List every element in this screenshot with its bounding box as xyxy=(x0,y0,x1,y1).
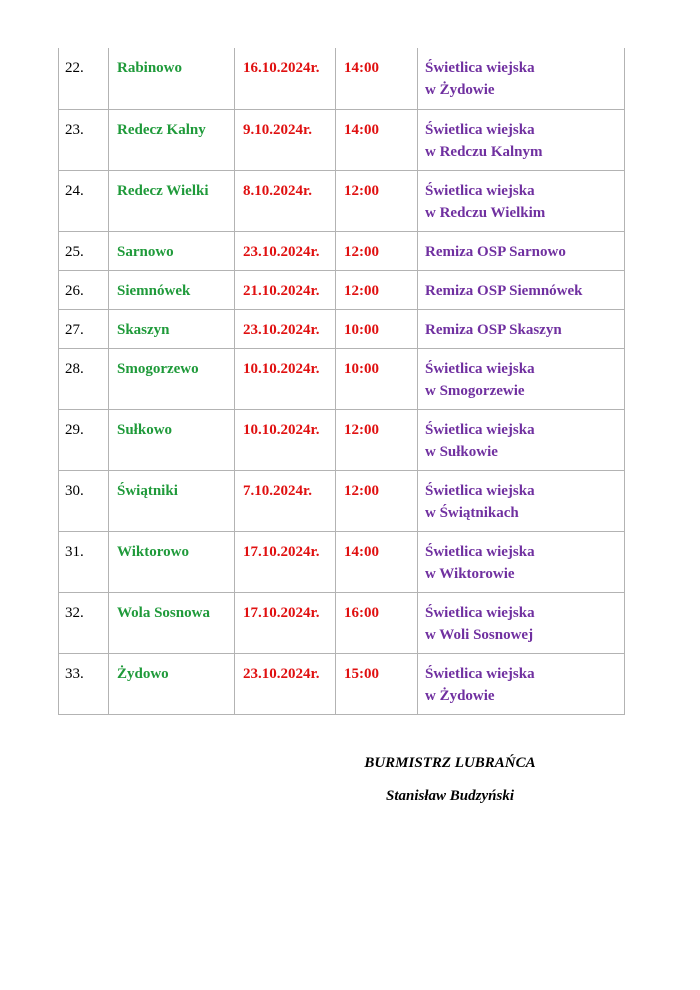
meeting-time: 16:00 xyxy=(336,592,418,653)
meeting-date: 10.10.2024r. xyxy=(235,409,336,470)
meeting-place-line: w Świątnikach xyxy=(425,504,519,521)
village-name: Wola Sosnowa xyxy=(109,592,235,653)
village-name: Świątniki xyxy=(109,470,235,531)
meeting-place xyxy=(418,348,625,409)
village-name: Rabinowo xyxy=(109,48,235,109)
meeting-date: 23.10.2024r. xyxy=(235,231,336,270)
meeting-time: 14:00 xyxy=(336,48,418,109)
meeting-place-line: w Żydowie xyxy=(425,82,495,98)
meeting-place-line: Remiza OSP Siemnówek xyxy=(425,282,583,299)
signature-name: Stanisław Budzyński xyxy=(386,788,514,804)
meeting-place xyxy=(418,170,625,231)
table-row xyxy=(59,270,625,309)
meeting-time: 10:00 xyxy=(336,348,418,409)
row-number: 27. xyxy=(59,309,109,348)
table-row xyxy=(59,109,625,170)
meeting-time: 12:00 xyxy=(336,409,418,470)
meeting-time: 15:00 xyxy=(336,653,418,714)
meeting-date: 7.10.2024r. xyxy=(235,470,336,531)
meeting-date: 21.10.2024r. xyxy=(235,270,336,309)
meeting-time: 12:00 xyxy=(336,270,418,309)
village-name: Skaszyn xyxy=(109,309,235,348)
meeting-place-line: w Sułkowie xyxy=(425,443,498,460)
village-name: Sarnowo xyxy=(109,231,235,270)
row-number: 25. xyxy=(59,231,109,270)
row-number: 31. xyxy=(59,531,109,592)
village-name: Redecz Wielki xyxy=(109,170,235,231)
meeting-place-line: Świetlica wiejska xyxy=(425,604,535,621)
schedule-body xyxy=(59,48,625,714)
meeting-place-line: w Redczu Wielkim xyxy=(425,204,546,221)
meeting-place xyxy=(418,270,625,309)
meeting-place xyxy=(418,48,625,109)
meeting-place-line: w Redczu Kalnym xyxy=(425,143,543,160)
meeting-date: 10.10.2024r. xyxy=(235,348,336,409)
meeting-place-line: Świetlica wiejska xyxy=(425,121,535,138)
meeting-place xyxy=(418,309,625,348)
meeting-time: 12:00 xyxy=(336,470,418,531)
meeting-place xyxy=(418,531,625,592)
meeting-place-line: Remiza OSP Sarnowo xyxy=(425,243,566,260)
row-number: 26. xyxy=(59,270,109,309)
meeting-place-line: Świetlica wiejska xyxy=(425,421,535,438)
table-row xyxy=(59,170,625,231)
meeting-date: 9.10.2024r. xyxy=(235,109,336,170)
meeting-time: 14:00 xyxy=(336,531,418,592)
meeting-place-line: w Żydowie xyxy=(425,687,495,704)
meeting-place xyxy=(418,592,625,653)
row-number: 28. xyxy=(59,348,109,409)
meeting-date: 17.10.2024r. xyxy=(235,592,336,653)
meeting-place xyxy=(418,470,625,531)
meeting-place-line: Świetlica wiejska xyxy=(425,543,535,560)
row-number: 30. xyxy=(59,470,109,531)
village-name: Siemnówek xyxy=(109,270,235,309)
meeting-place-line: Świetlica wiejska xyxy=(425,360,535,377)
meeting-place xyxy=(418,109,625,170)
meeting-place-line: Remiza OSP Skaszyn xyxy=(425,321,562,338)
meeting-time: 12:00 xyxy=(336,231,418,270)
meeting-place-line: w Smogorzewie xyxy=(425,382,525,399)
row-number: 32. xyxy=(59,592,109,653)
row-number: 33. xyxy=(59,653,109,714)
meeting-place xyxy=(418,231,625,270)
meeting-time: 10:00 xyxy=(336,309,418,348)
village-name: Wiktorowo xyxy=(109,531,235,592)
row-number: 23. xyxy=(59,109,109,170)
meeting-place-line: w Wiktorowie xyxy=(425,565,515,582)
village-name: Smogorzewo xyxy=(109,348,235,409)
row-number: 22. xyxy=(59,48,109,109)
village-name: Redecz Kalny xyxy=(109,109,235,170)
meeting-place-line: Świetlica wiejska xyxy=(425,182,535,199)
village-name: Sułkowo xyxy=(109,409,235,470)
meeting-place-line: w Woli Sosnowej xyxy=(425,626,534,643)
table-row xyxy=(59,48,625,109)
table-row xyxy=(59,348,625,409)
meeting-time: 14:00 xyxy=(336,109,418,170)
table-row xyxy=(59,592,625,653)
meeting-place-line: Świetlica wiejska xyxy=(425,482,535,499)
meeting-date: 16.10.2024r. xyxy=(235,48,336,109)
meeting-place xyxy=(418,409,625,470)
table-row xyxy=(59,470,625,531)
meeting-date: 8.10.2024r. xyxy=(235,170,336,231)
signature-title: BURMISTRZ LUBRAŃCA xyxy=(364,755,536,771)
meeting-time: 12:00 xyxy=(336,170,418,231)
row-number: 29. xyxy=(59,409,109,470)
table-row xyxy=(59,309,625,348)
meeting-date: 17.10.2024r. xyxy=(235,531,336,592)
village-name: Żydowo xyxy=(109,653,235,714)
table-row xyxy=(59,653,625,714)
table-row xyxy=(59,531,625,592)
meeting-date: 23.10.2024r. xyxy=(235,309,336,348)
row-number: 24. xyxy=(59,170,109,231)
meeting-place-line: Świetlica wiejska xyxy=(425,665,535,682)
table-row xyxy=(59,409,625,470)
schedule-table xyxy=(58,48,625,715)
table-row xyxy=(59,231,625,270)
meeting-place xyxy=(418,653,625,714)
meeting-date: 23.10.2024r. xyxy=(235,653,336,714)
meeting-place-line: Świetlica wiejska xyxy=(425,60,535,76)
